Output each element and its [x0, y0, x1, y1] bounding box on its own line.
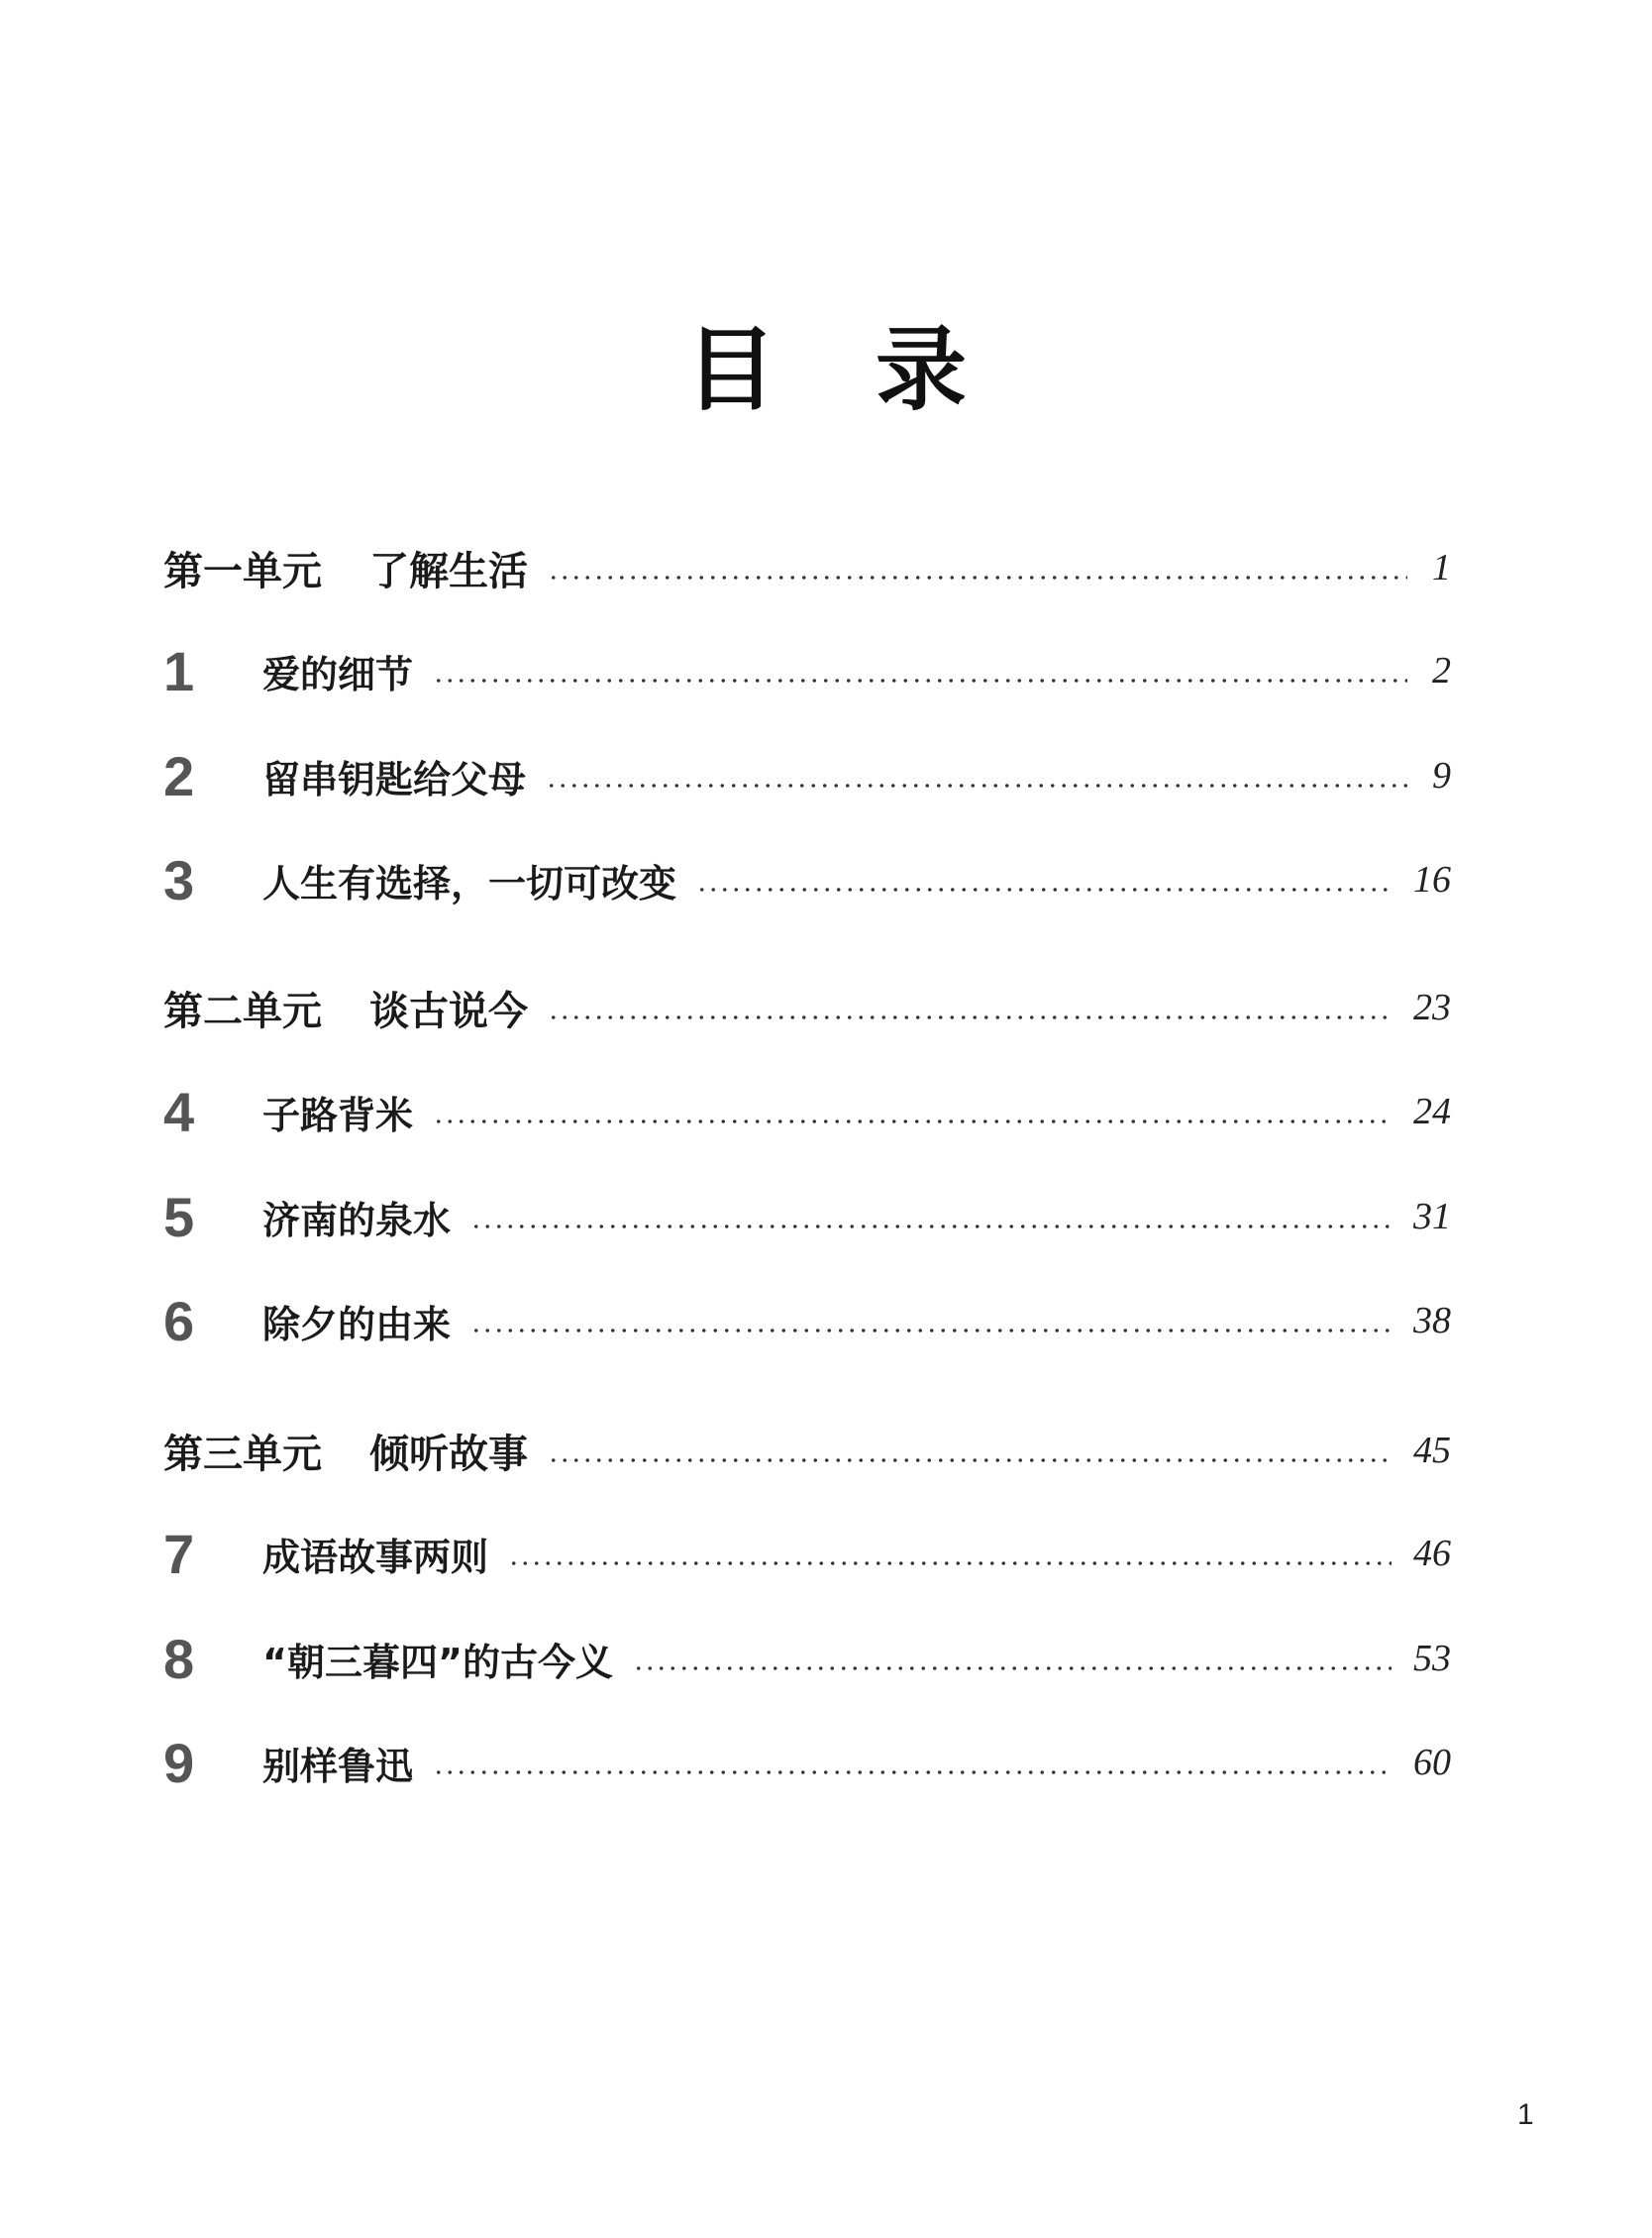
dot-leader: [696, 886, 1392, 894]
toc-lesson-8[interactable]: [163, 1619, 1451, 1698]
lesson-number: 9: [163, 1731, 195, 1794]
page-number: 53: [1413, 1638, 1451, 1679]
dot-leader: [433, 677, 1407, 685]
toc-lesson-5[interactable]: [163, 1177, 1451, 1256]
dot-leader: [508, 1559, 1392, 1567]
dot-leader: [433, 1768, 1392, 1776]
lesson-title: 济南的泉水: [262, 1198, 452, 1242]
lesson-number: 6: [163, 1289, 195, 1352]
unit-name: 第三单元: [163, 1431, 322, 1477]
lesson-title: 留串钥匙给父母: [262, 757, 527, 801]
page-number: 2: [1432, 650, 1451, 692]
lesson-title: 爱的细节: [262, 652, 414, 696]
toc-unit-2[interactable]: [163, 968, 1451, 1047]
unit-subtitle: 倾听故事: [369, 1431, 528, 1477]
page-number: 23: [1413, 987, 1451, 1028]
page-number: 9: [1432, 755, 1451, 797]
lesson-number: 8: [163, 1627, 195, 1690]
title-char-2: 录: [876, 317, 968, 423]
title-char-1: 目: [684, 317, 776, 423]
toc-lesson-1[interactable]: [163, 631, 1451, 710]
toc-lesson-2[interactable]: [163, 736, 1451, 815]
unit-subtitle: 谈古说今: [369, 988, 528, 1034]
dot-leader: [433, 1118, 1392, 1125]
dot-leader: [470, 1223, 1392, 1230]
lesson-title: 人生有选择，一切可改变: [262, 861, 677, 906]
page-number: 46: [1413, 1533, 1451, 1574]
lesson-title: 除夕的由来: [262, 1302, 452, 1346]
dot-leader: [548, 574, 1407, 582]
toc-lesson-6[interactable]: [163, 1281, 1451, 1360]
page-number: 45: [1413, 1430, 1451, 1471]
lesson-title: 子路背米: [262, 1093, 414, 1137]
lesson-number: 3: [163, 848, 195, 911]
toc-unit-1[interactable]: [163, 528, 1451, 607]
page-title: [0, 297, 1652, 428]
toc-lesson-3[interactable]: [163, 840, 1451, 919]
toc-lesson-7[interactable]: [163, 1514, 1451, 1593]
dot-leader: [546, 782, 1407, 790]
page-number: 38: [1413, 1300, 1451, 1341]
page-number: 1: [1432, 547, 1451, 588]
lesson-number: 7: [163, 1522, 195, 1585]
page-number: 16: [1413, 859, 1451, 901]
toc-lesson-9[interactable]: [163, 1723, 1451, 1802]
unit-subtitle: 了解生活: [369, 548, 528, 594]
toc-unit-3[interactable]: [163, 1411, 1451, 1490]
page-folio: 1: [1517, 2098, 1534, 2131]
toc-lesson-4[interactable]: [163, 1072, 1451, 1151]
page-number: 24: [1413, 1091, 1451, 1132]
dot-leader: [633, 1664, 1392, 1672]
lesson-number: 1: [163, 639, 195, 702]
lesson-title: 别样鲁迅: [262, 1744, 414, 1788]
lesson-number: 5: [163, 1185, 195, 1248]
lesson-number: 2: [163, 744, 195, 807]
unit-name: 第一单元: [163, 548, 322, 594]
unit-name: 第二单元: [163, 988, 322, 1034]
lesson-title: “朝三暮四”的古今义: [262, 1640, 613, 1684]
dot-leader: [548, 1013, 1392, 1021]
lesson-title: 成语故事两则: [262, 1535, 489, 1579]
page-number: 31: [1413, 1196, 1451, 1237]
dot-leader: [470, 1327, 1392, 1334]
page-number: 60: [1413, 1742, 1451, 1783]
dot-leader: [548, 1456, 1392, 1464]
lesson-number: 4: [163, 1080, 195, 1143]
